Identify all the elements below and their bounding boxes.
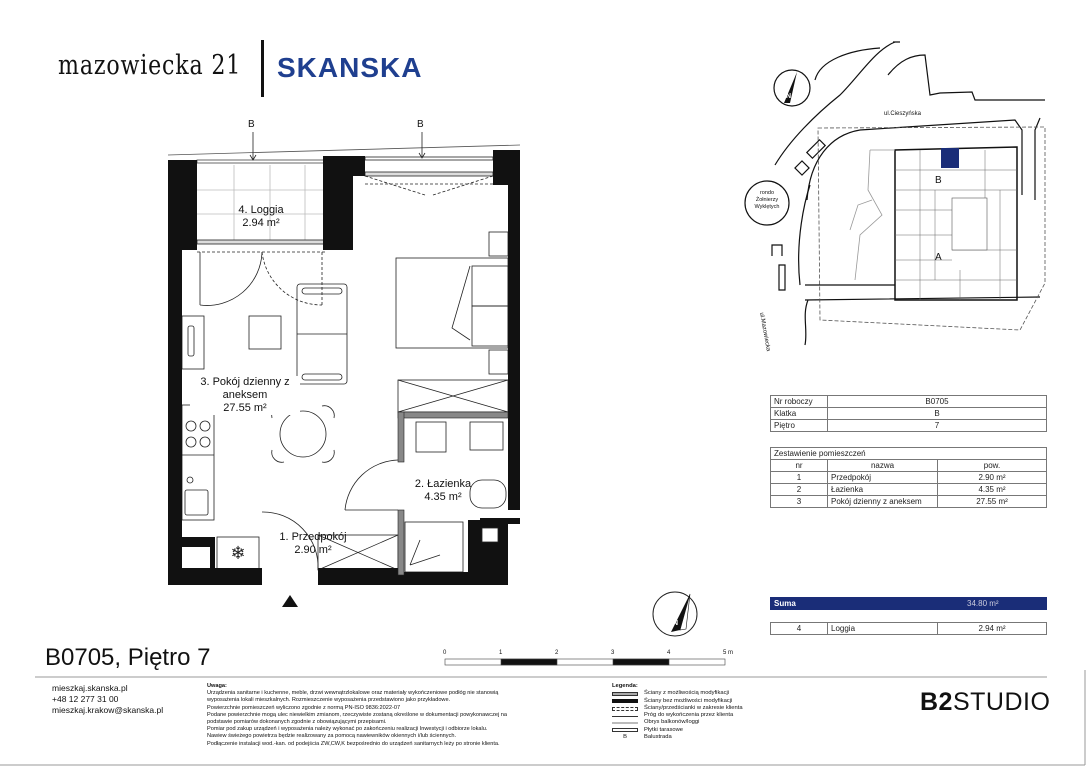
compass-letter: N: [673, 620, 679, 627]
table-row: 2 Łazienka 4.35 m²: [771, 484, 1047, 496]
info-table: Nr roboczy B0705 Klatka B Piętro 7: [770, 395, 1047, 432]
balustrade-marker: B: [417, 119, 424, 130]
table-row: 3 Pokój dzienny z aneksem 27.55 m²: [771, 496, 1047, 508]
room-label-loggia: 4. Loggia 2.94 m²: [238, 204, 284, 229]
compass-icon: [653, 592, 697, 636]
scale-bar: [445, 659, 725, 665]
balustrade-arrows: [250, 132, 425, 160]
note: Uwaga: Urządzenia sanitarne i kuchenne, meble, drzwi wewnątrzlokalowe oraz materiały wykończeniowe podłóg nie stanowią wyposażenia lokali mieszkalnych. Rozmieszczenie wyposażenia przedstawiono jako przykładowe. Powierzchnie pomieszczeń wyliczono zgodnie z normą PN-ISO 9836:2022-07 Podane powierzchnie mogą ulec niewielkim zmianom, rzeczywiste zostaną określone w dokumentacji powykonawczej na podstawie pomiarów dokonanych zgodnie z obowiązującymi przepisami. Pomiar pod zakup urządzeń i wyposażenia należy wykonać po zakończeniu realizacji Inwestycji i odbiorze lokalu. Nawiew świeżego powietrza będzie realizowany za pomocą nawiewników okiennych i/lub ściennych. Podłączenie instalacji wod.-kan. od podejścia ZW,CW,K bezpośrednio do urządzeń sanitarnych leży po stronie klienta.: [207, 683, 508, 747]
stair-label: A: [935, 252, 942, 263]
street-label: ul.Cieszyńska: [884, 111, 922, 117]
balustrade-marker: B: [248, 119, 255, 130]
project-logo: mazowiecka 21: [58, 50, 242, 81]
legend: Legenda: Ściany z możliwością modyfikacji Ściany bez możliwości modyfikacji Ściany/przedścianki w zakresie klienta Próg do wykończenia przez klienta Obrys balkonów/loggi Płytki tarasowe B Balustrada: [612, 683, 743, 741]
scale-ticks: 0 1 2 3 4 5 m: [443, 650, 734, 656]
rooms-table: Zestawienie pomieszczeń nr nazwa pow. 1 Przedpokój 2.90 m² 2 Łazienka 4.35 m² 3 Pokój dzienny z aneksem 27.55 m²: [770, 447, 1047, 508]
loggia-table: 4 Loggia 2.94 m²: [770, 622, 1047, 635]
table-row: 1 Przedpokój 2.90 m²: [771, 472, 1047, 484]
contact-info: [52, 683, 163, 716]
roundabout-label: rondo Żołnierzy Wyklętych: [754, 190, 780, 210]
street-label: ul.Mazowiecka: [758, 312, 771, 352]
phone: +48 12 277 31 00: [52, 694, 119, 704]
stair-label: B: [935, 175, 942, 186]
skanska-logo: SKANSKA: [277, 52, 423, 83]
b2studio-logo: B2STUDIO: [920, 688, 1051, 716]
room-label-hallway: 1. Przedpokój 2.90 m²: [279, 531, 347, 556]
room-label-living: 3. Pokój dzienny z aneksem 27.55 m²: [190, 376, 300, 415]
website-link[interactable]: mieszkaj.skanska.pl: [52, 683, 128, 693]
room-label-bathroom: 2. Łazienka 4.35 m²: [414, 478, 472, 503]
email-link[interactable]: mieszkaj.krakow@skanska.pl: [52, 705, 164, 715]
apartment-highlight: [941, 148, 959, 168]
sum-bar: Suma 34.80 m²: [770, 597, 1047, 610]
unit-title: B0705, Piętro 7: [45, 644, 211, 671]
site-compass-letter: N: [786, 93, 792, 100]
fridge-icon: ❄: [230, 543, 246, 563]
entrance-arrow-icon: [282, 595, 298, 607]
